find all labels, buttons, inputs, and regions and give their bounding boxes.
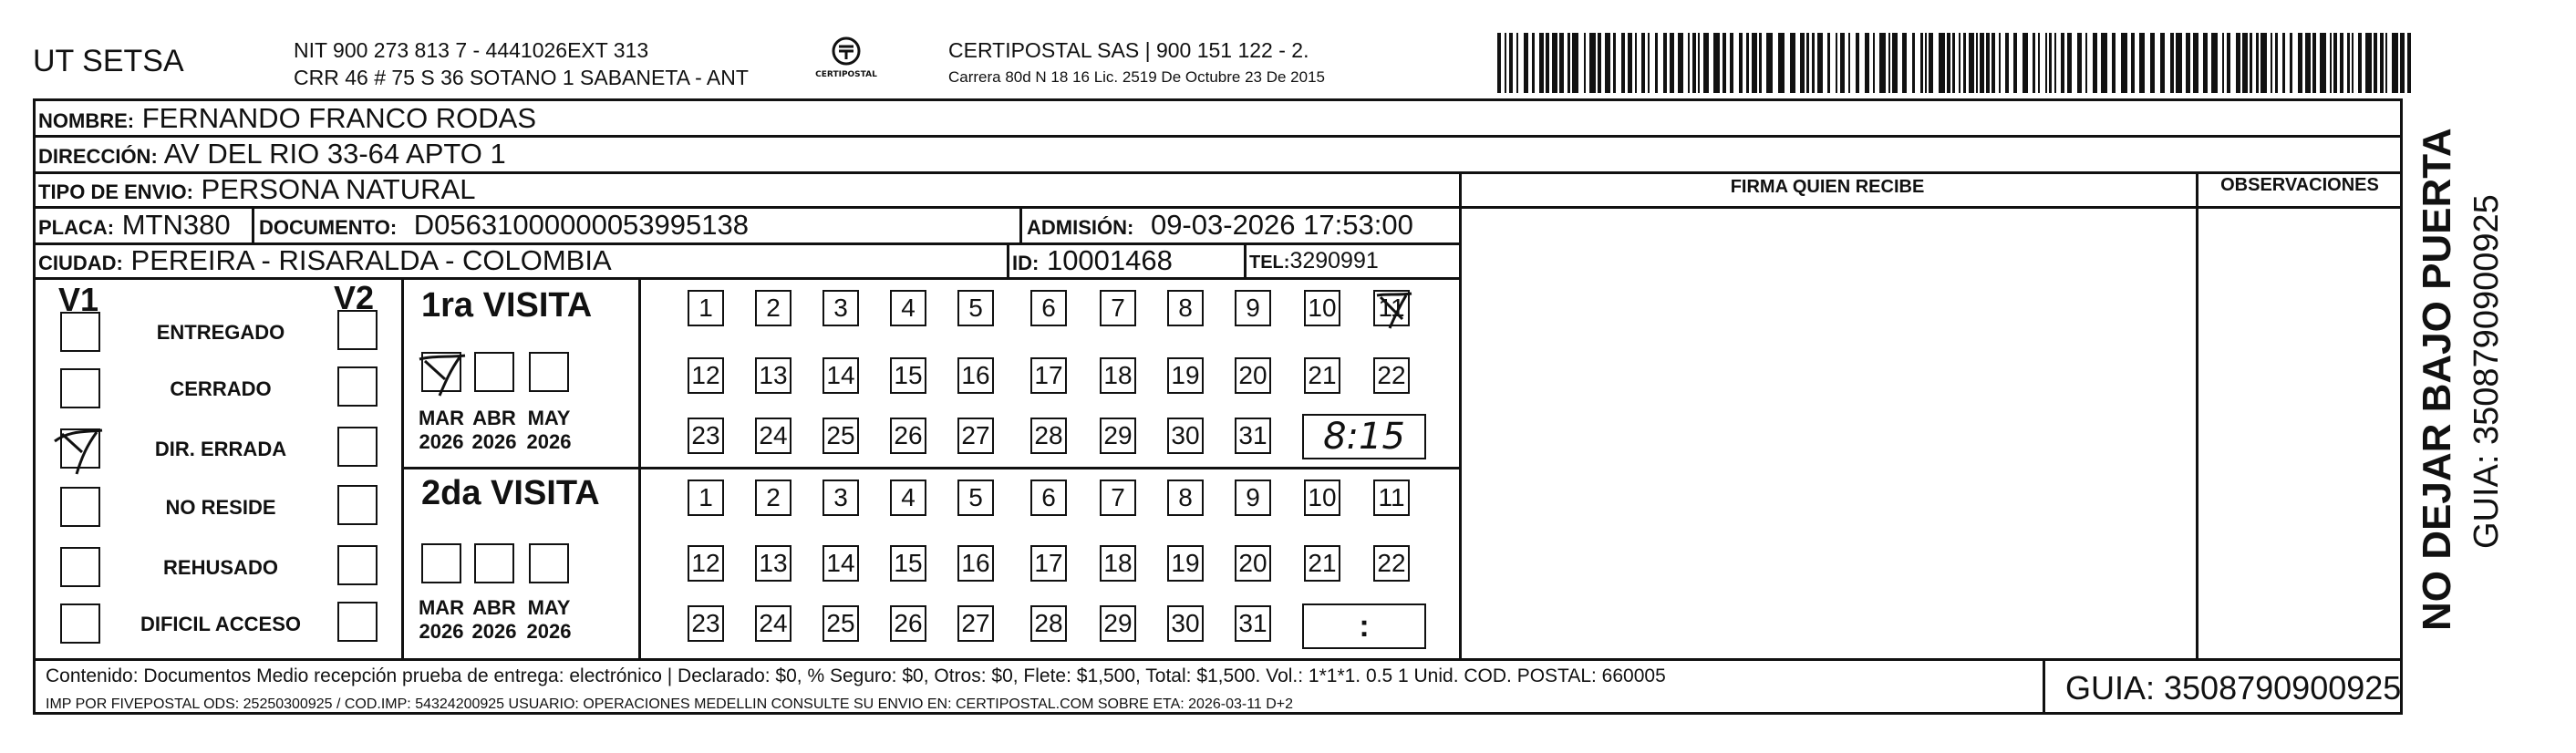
v2-checkbox[interactable] — [337, 602, 378, 642]
day-number: 24 — [759, 421, 788, 449]
visit2-title: 2da VISITA — [421, 474, 600, 512]
month-year: 2026 — [471, 430, 517, 453]
day-box[interactable] — [890, 480, 926, 516]
month-year: 2026 — [526, 620, 572, 643]
certipostal-logo — [810, 35, 883, 86]
day-number: 18 — [1103, 549, 1133, 577]
month-checkbox-may[interactable] — [529, 543, 569, 583]
day-box[interactable] — [1373, 545, 1410, 582]
day-box[interactable] — [688, 290, 724, 326]
documento-label: DOCUMENTO: — [259, 216, 398, 239]
day-number: 17 — [1034, 549, 1063, 577]
day-number: 1 — [698, 294, 713, 322]
day-number: 14 — [826, 549, 855, 577]
day-box[interactable] — [1167, 290, 1204, 326]
day-box[interactable] — [1167, 418, 1204, 454]
footer-guia-box — [2043, 658, 2403, 715]
company-name: UT SETSA — [33, 44, 184, 78]
month-name: ABR — [472, 407, 516, 429]
day-box[interactable] — [1167, 605, 1204, 642]
day-box[interactable] — [822, 605, 859, 642]
day-box[interactable] — [957, 605, 994, 642]
day-number: 30 — [1171, 421, 1200, 449]
certipostal-address: Carrera 80d N 18 16 Lic. 2519 De Octubre 23 De 2015 — [948, 68, 1325, 86]
day-box[interactable] — [890, 545, 926, 582]
nombre-row — [38, 102, 536, 135]
day-number: 7 — [1111, 294, 1125, 322]
day-box[interactable] — [1167, 545, 1204, 582]
certipostal-info — [948, 36, 1325, 91]
day-number: 29 — [1103, 421, 1133, 449]
day-number: 24 — [759, 609, 788, 637]
tel-label: TEL: — [1249, 253, 1290, 273]
observaciones-header: OBSERVACIONES — [2220, 175, 2379, 195]
day-box[interactable] — [1304, 480, 1340, 516]
day-number: 26 — [894, 609, 923, 637]
v2-checkbox[interactable] — [337, 545, 378, 585]
day-box[interactable] — [1030, 605, 1067, 642]
day-number: 16 — [961, 549, 990, 577]
day-number: 29 — [1103, 609, 1133, 637]
status-label: REHUSADO — [163, 556, 278, 579]
direccion-label: DIRECCIÓN: — [38, 145, 158, 168]
month-name: MAR — [418, 596, 465, 619]
side-guia: GUIA: 3508790900925 — [2467, 194, 2506, 549]
day-box[interactable] — [688, 357, 724, 394]
day-number: 4 — [901, 483, 916, 511]
day-box[interactable] — [957, 290, 994, 326]
nombre-label: NOMBRE: — [38, 109, 135, 132]
visit2-time: : — [1359, 609, 1370, 644]
placa-field — [38, 209, 231, 242]
day-number: 4 — [901, 294, 916, 322]
day-number: 9 — [1246, 483, 1260, 511]
placa-value: MTN380 — [121, 209, 231, 241]
day-box[interactable] — [822, 545, 859, 582]
nombre-value: FERNANDO FRANCO RODAS — [141, 102, 537, 134]
tipo-label: TIPO DE ENVIO: — [38, 181, 193, 203]
day-check-mark — [1375, 292, 1412, 328]
company-info — [294, 36, 749, 91]
tipo-value: PERSONA NATURAL — [201, 173, 476, 205]
status-label: CERRADO — [170, 377, 272, 400]
id-field — [1012, 244, 1173, 277]
day-box[interactable] — [1304, 357, 1340, 394]
day-number: 28 — [1034, 421, 1063, 449]
day-number: 19 — [1171, 361, 1200, 389]
day-box[interactable] — [1304, 545, 1340, 582]
direccion-row — [38, 138, 506, 170]
month-checkbox-mar[interactable] — [421, 543, 461, 583]
day-number: 10 — [1308, 483, 1337, 511]
day-number: 2 — [766, 483, 781, 511]
day-number: 8 — [1178, 294, 1193, 322]
day-box[interactable] — [1235, 605, 1271, 642]
day-number: 9 — [1246, 294, 1260, 322]
day-number: 26 — [894, 421, 923, 449]
footer-guia: GUIA: 3508790900925 — [2065, 669, 2402, 707]
tel-field — [1249, 248, 1379, 274]
id-value: 10001468 — [1046, 244, 1173, 276]
day-box[interactable] — [1030, 480, 1067, 516]
day-box[interactable] — [1030, 545, 1067, 582]
day-number: 1 — [698, 483, 713, 511]
day-box[interactable] — [957, 480, 994, 516]
month-name: MAY — [527, 596, 571, 619]
ciudad-field — [38, 244, 612, 277]
month-name: MAY — [527, 407, 571, 429]
visit1-time: 8:15 — [1323, 416, 1405, 458]
footer-imp: IMP POR FIVEPOSTAL ODS: 25250300925 / COD.IMP: 54324200925 USUARIO: OPERACIONES MEDELLIN CONSULTE SU ENVIO EN: CERTIPOSTAL.COM SOBRE ETA: 2026-03-11 D+2 — [46, 696, 1294, 712]
month-checkbox-may[interactable] — [529, 352, 569, 392]
day-box[interactable] — [1373, 480, 1410, 516]
v2-checkbox[interactable] — [337, 485, 378, 525]
v1-checkbox[interactable] — [60, 487, 100, 527]
admision-value: 09-03-2026 17:53:00 — [1150, 209, 1413, 241]
day-number: 28 — [1034, 609, 1063, 637]
day-box[interactable] — [1235, 290, 1271, 326]
firma-header: FIRMA QUIEN RECIBE — [1730, 177, 1925, 197]
tipo-row — [38, 173, 475, 206]
day-number: 31 — [1238, 421, 1267, 449]
day-box[interactable] — [755, 545, 791, 582]
day-number: 20 — [1238, 361, 1267, 389]
day-box[interactable] — [755, 605, 791, 642]
day-number: 5 — [968, 294, 983, 322]
month-label — [412, 407, 471, 454]
day-number: 27 — [961, 421, 990, 449]
day-number: 19 — [1171, 549, 1200, 577]
day-box[interactable] — [822, 357, 859, 394]
visit1-time-box[interactable] — [1302, 414, 1426, 459]
day-box[interactable] — [1235, 418, 1271, 454]
day-box[interactable] — [1030, 290, 1067, 326]
day-box[interactable] — [1235, 545, 1271, 582]
day-box[interactable] — [688, 545, 724, 582]
day-number: 6 — [1041, 294, 1056, 322]
status-label: ENTREGADO — [156, 321, 285, 344]
v2-checkbox[interactable] — [337, 310, 378, 350]
nit-line: NIT 900 273 813 7 - 4441026EXT 313 — [294, 38, 649, 62]
day-box[interactable] — [1100, 418, 1136, 454]
footer-contenido: Contenido: Documentos Medio recepción prueba de entrega: electrónico | Declarado: $0, % Seguro: $0, Otros: $0, Flete: $1,500, Total: $1,500. Vol.: 1*1*1. 0.5 1 Unid. COD. POSTAL: 660005 — [46, 665, 1666, 686]
status-label: DIFICIL ACCESO — [140, 613, 301, 635]
day-box[interactable] — [1304, 290, 1340, 326]
day-number: 5 — [968, 483, 983, 511]
day-box[interactable] — [1373, 290, 1410, 326]
day-box[interactable] — [1167, 357, 1204, 394]
day-box[interactable] — [890, 418, 926, 454]
day-number: 22 — [1377, 361, 1406, 389]
day-number: 2 — [766, 294, 781, 322]
day-number: 23 — [691, 421, 720, 449]
day-number: 27 — [961, 609, 990, 637]
day-box[interactable] — [957, 418, 994, 454]
month-checkbox-abr[interactable] — [474, 352, 514, 392]
tel-value: 3290991 — [1289, 248, 1379, 273]
day-number: 31 — [1238, 609, 1267, 637]
barcode — [1497, 5, 2418, 95]
placa-label: PLACA: — [38, 216, 115, 239]
day-box[interactable] — [755, 290, 791, 326]
v1-checkbox[interactable] — [60, 312, 100, 352]
ciudad-label: CIUDAD: — [38, 252, 123, 274]
day-number: 30 — [1171, 609, 1200, 637]
status-label: DIR. ERRADA — [154, 438, 287, 460]
day-box[interactable] — [1235, 480, 1271, 516]
day-box[interactable] — [755, 418, 791, 454]
month-checkbox-abr[interactable] — [474, 543, 514, 583]
day-number: 11 — [1378, 483, 1405, 511]
day-number: 3 — [833, 294, 848, 322]
day-number: 3 — [833, 483, 848, 511]
month-label — [520, 407, 578, 454]
day-box[interactable] — [688, 418, 724, 454]
side-warning: NO DEJAR BAJO PUERTA — [2415, 128, 2459, 631]
day-box[interactable] — [890, 605, 926, 642]
month-name: MAR — [418, 407, 465, 429]
ciudad-value: PEREIRA - RISARALDA - COLOMBIA — [130, 244, 612, 276]
month-label — [412, 596, 471, 644]
day-number: 25 — [826, 609, 855, 637]
day-number: 10 — [1308, 294, 1337, 322]
day-box[interactable] — [1100, 290, 1136, 326]
day-number: 25 — [826, 421, 855, 449]
day-box[interactable] — [1100, 545, 1136, 582]
day-box[interactable] — [890, 290, 926, 326]
day-box[interactable] — [1100, 357, 1136, 394]
day-number: 14 — [826, 361, 855, 389]
day-box[interactable] — [1167, 480, 1204, 516]
v2-checkbox[interactable] — [337, 427, 378, 467]
day-number: 12 — [691, 361, 720, 389]
day-number: 8 — [1178, 483, 1193, 511]
day-box[interactable] — [822, 480, 859, 516]
v1-checkbox[interactable] — [60, 368, 100, 408]
day-number: 20 — [1238, 549, 1267, 577]
day-box[interactable] — [822, 290, 859, 326]
day-number: 21 — [1308, 549, 1337, 577]
visit2-time-box[interactable] — [1302, 603, 1426, 649]
day-box[interactable] — [755, 357, 791, 394]
day-box[interactable] — [890, 357, 926, 394]
certipostal-company: CERTIPOSTAL SAS | 900 151 122 - 2. — [948, 38, 1309, 62]
day-box[interactable] — [688, 480, 724, 516]
day-box[interactable] — [1235, 357, 1271, 394]
day-number: 21 — [1308, 361, 1337, 389]
month-year: 2026 — [471, 620, 517, 643]
address-line: CRR 46 # 75 S 36 SOTANO 1 SABANETA - ANT — [294, 66, 749, 89]
day-box[interactable] — [1373, 357, 1410, 394]
day-number: 23 — [691, 609, 720, 637]
day-box[interactable] — [1100, 605, 1136, 642]
month-label — [465, 596, 523, 644]
month-year: 2026 — [526, 430, 572, 453]
day-number: 18 — [1103, 361, 1133, 389]
v1-header: V1 — [58, 281, 99, 318]
day-number: 12 — [691, 549, 720, 577]
admision-label: ADMISIÓN: — [1027, 216, 1134, 239]
v2-checkbox[interactable] — [337, 366, 378, 407]
day-number: 15 — [894, 361, 923, 389]
day-box[interactable] — [822, 418, 859, 454]
day-number: 17 — [1034, 361, 1063, 389]
month-label — [465, 407, 523, 454]
day-number: 15 — [894, 549, 923, 577]
documento-value: D05631000000053995138 — [413, 209, 749, 241]
day-number: 13 — [759, 549, 788, 577]
day-box[interactable] — [957, 357, 994, 394]
day-number: 16 — [961, 361, 990, 389]
visit1-title: 1ra VISITA — [421, 286, 593, 325]
day-box[interactable] — [1100, 480, 1136, 516]
direccion-value: AV DEL RIO 33-64 APTO 1 — [163, 138, 506, 170]
day-number: 22 — [1377, 549, 1406, 577]
day-number: 11 — [1378, 294, 1405, 322]
day-number: 7 — [1111, 483, 1125, 511]
documento-field — [259, 209, 749, 242]
month-label — [520, 596, 578, 644]
admision-field — [1027, 209, 1413, 242]
v2-header: V2 — [334, 279, 375, 316]
day-box[interactable] — [1030, 357, 1067, 394]
month-year: 2026 — [419, 430, 464, 453]
v1-checkbox[interactable] — [60, 603, 100, 644]
month-name: ABR — [472, 596, 516, 619]
id-label: ID: — [1012, 252, 1040, 274]
day-box[interactable] — [1030, 418, 1067, 454]
status-label: NO RESIDE — [165, 496, 276, 519]
month-checkbox-mar[interactable] — [421, 352, 461, 392]
day-box[interactable] — [688, 605, 724, 642]
logo-text: CERTIPOSTAL — [815, 70, 877, 79]
day-box[interactable] — [755, 480, 791, 516]
day-box[interactable] — [957, 545, 994, 582]
day-number: 13 — [759, 361, 788, 389]
month-year: 2026 — [419, 620, 464, 643]
v1-checkbox[interactable] — [60, 428, 100, 469]
v1-checkbox[interactable] — [60, 547, 100, 587]
day-number: 6 — [1041, 483, 1056, 511]
